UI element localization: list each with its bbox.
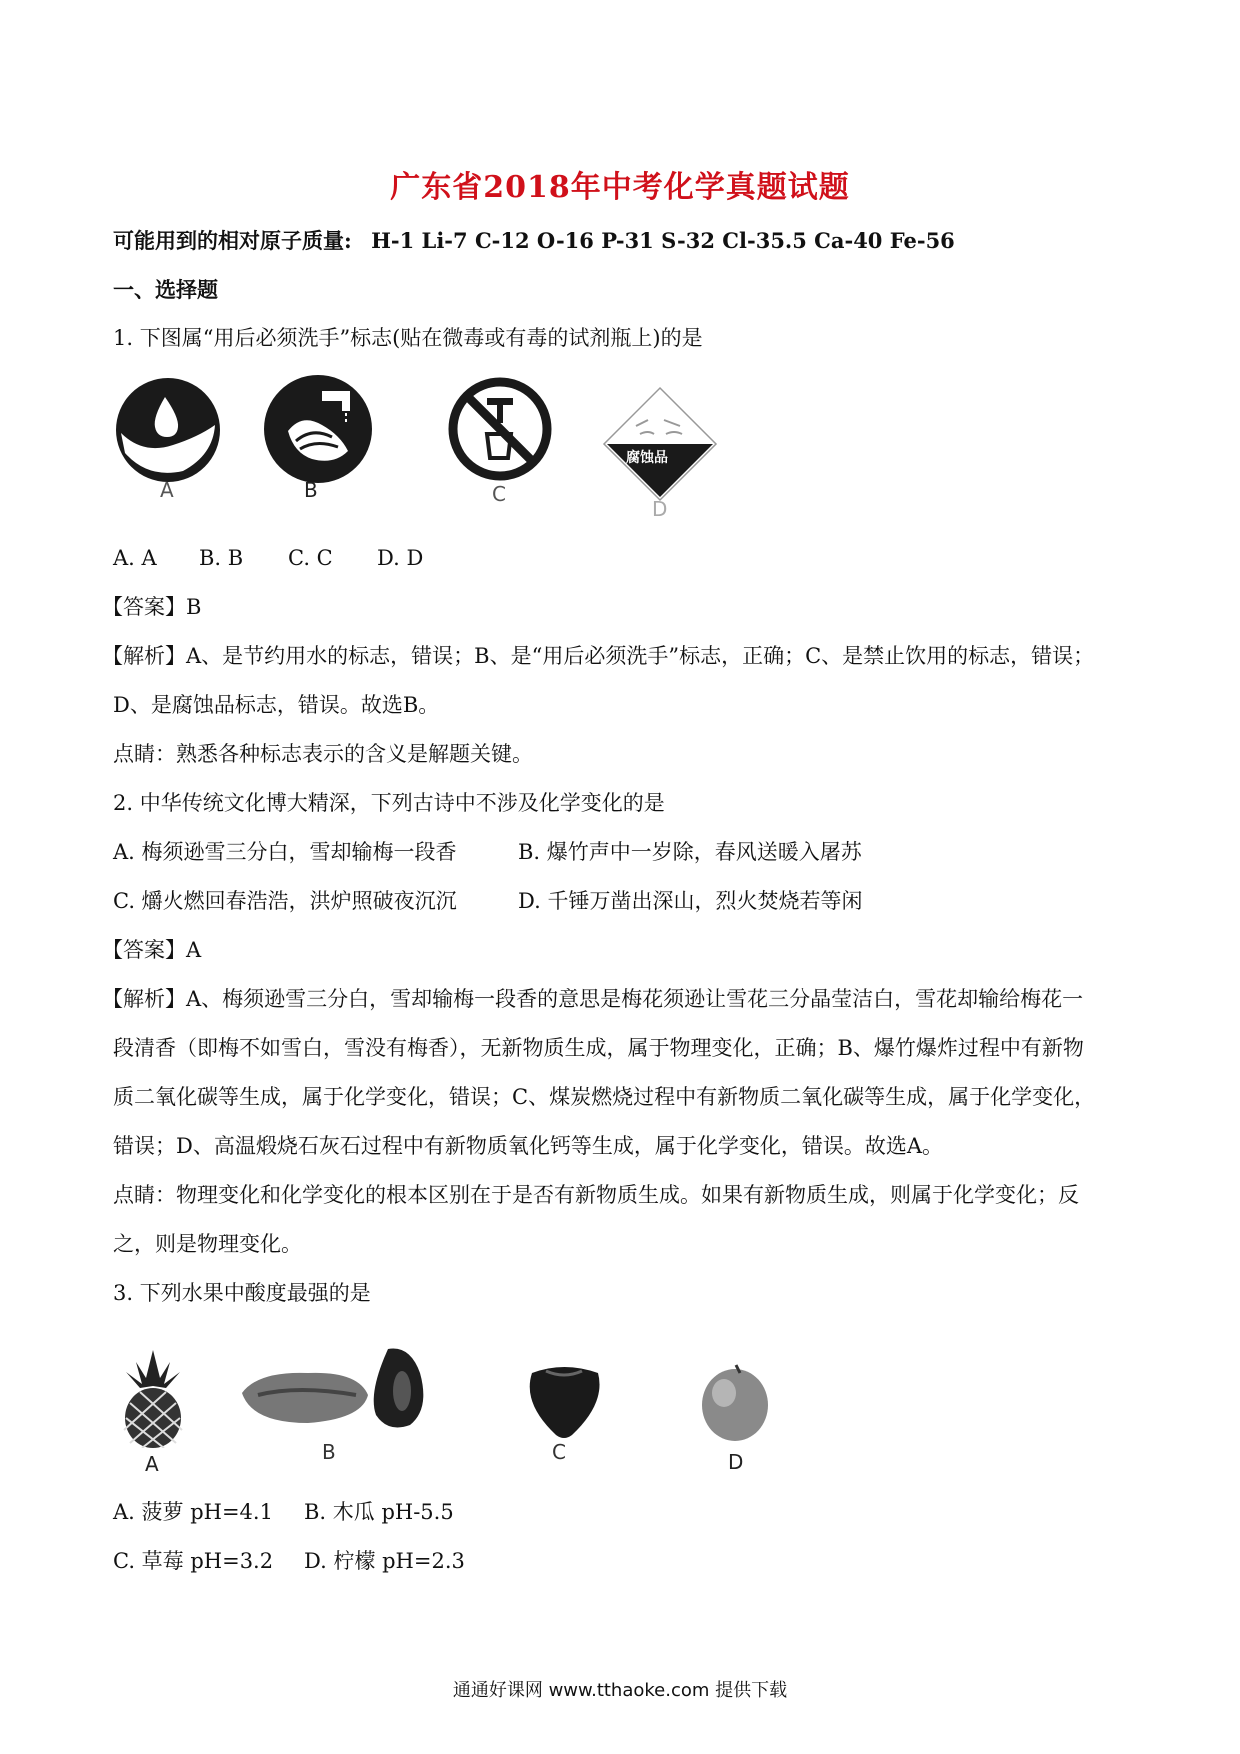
q1-note: 点睛：熟悉各种标志表示的含义是解题关键。	[113, 742, 533, 766]
q2-option-d: D. 千锤万凿出深山，烈火焚烧若等闲	[518, 889, 863, 913]
q3-label-d: D	[728, 1450, 744, 1474]
water-saving-sign-icon	[113, 375, 223, 485]
q1-label-b: B	[304, 478, 318, 502]
page-title: 广东省2018年中考化学真题试题	[390, 170, 850, 205]
q1-analysis-line1: 【解析】A、是节约用水的标志，错误；B、是“用后必须洗手”标志，正确；C、是禁止饮用的标志，错误；	[102, 644, 1095, 668]
wash-hands-sign-icon	[262, 373, 374, 485]
q3-option-b: B. 木瓜 pH-5.5	[304, 1500, 454, 1524]
q3-stem: 3. 下列水果中酸度最强的是	[113, 1281, 371, 1305]
footer-source: 通通好课网 www.tthaoke.com 提供下载	[452, 1680, 788, 1701]
q2-note-line: 点睛：物理变化和化学变化的根本区别在于是否有新物质生成。如果有新物质生成，则属于化学变化；反	[113, 1183, 1079, 1207]
q1-label-a: A	[160, 478, 174, 502]
q1-answer: 【答案】B	[102, 595, 202, 619]
q3-option-d: D. 柠檬 pH=2.3	[304, 1549, 465, 1573]
no-drinking-sign-icon	[447, 376, 553, 482]
q3-option-c: C. 草莓 pH=3.2	[113, 1549, 274, 1573]
q1-option-a: A. A	[113, 546, 157, 570]
atomic-masses-line	[113, 226, 955, 256]
q1-option-b: B. B	[199, 546, 244, 570]
q2-option-a: A. 梅须逊雪三分白，雪却输梅一段香	[113, 840, 457, 864]
atomic-masses-label: 可能用到的相对原子质量:	[113, 228, 352, 253]
q2-analysis-line: 质二氧化碳等生成，属于化学变化，错误；C、煤炭燃烧过程中有新物质二氧化碳等生成，属于化学变化，	[113, 1085, 1096, 1109]
q2-note-line: 之，则是物理变化。	[113, 1232, 302, 1256]
q1-option-c: C. C	[288, 546, 333, 570]
q2-analysis-line: 段清香（即梅不如雪白，雪没有梅香），无新物质生成，属于物理变化，正确；B、爆竹爆炸过程中有新物	[113, 1036, 1084, 1060]
corrosive-sign-icon	[602, 386, 718, 502]
q2-option-b: B. 爆竹声中一岁除，春风送暖入屠苏	[518, 840, 862, 864]
pineapple-image	[116, 1348, 190, 1448]
q2-option-c: C. 爝火燃回春浩浩，洪炉照破夜沉沉	[113, 889, 457, 913]
section-title: 一、选择题	[113, 277, 218, 302]
papaya-image	[238, 1343, 434, 1435]
q2-analysis-line: 【解析】A、梅须逊雪三分白，雪却输梅一段香的意思是梅花须逊让雪花三分晶莹洁白，雪花却输给梅花一	[102, 987, 1084, 1011]
q3-label-c: C	[552, 1440, 566, 1464]
lemon-image	[700, 1363, 770, 1443]
q3-label-b: B	[322, 1440, 336, 1464]
q1-label-d: D	[652, 497, 668, 521]
corrosive-sign-text: 腐蚀品	[626, 450, 668, 466]
q3-label-a: A	[145, 1452, 159, 1476]
q1-label-c: C	[492, 482, 506, 506]
q2-answer: 【答案】A	[102, 938, 202, 962]
atomic-masses-values: H-1 Li-7 C-12 O-16 P-31 S-32 Cl-35.5 Ca-40 Fe-56	[371, 228, 955, 253]
strawberry-image	[522, 1363, 606, 1441]
q1-stem: 1. 下图属“用后必须洗手”标志(贴在微毒或有毒的试剂瓶上)的是	[113, 326, 703, 350]
q1-option-d: D. D	[377, 546, 424, 570]
q1-analysis-line2: D、是腐蚀品标志，错误。故选B。	[113, 693, 440, 717]
q2-analysis-line: 错误；D、高温煅烧石灰石过程中有新物质氧化钙等生成，属于化学变化，错误。故选A。	[113, 1134, 943, 1158]
q2-stem: 2. 中华传统文化博大精深，下列古诗中不涉及化学变化的是	[113, 791, 665, 815]
q3-option-a: A. 菠萝 pH=4.1	[113, 1500, 273, 1524]
